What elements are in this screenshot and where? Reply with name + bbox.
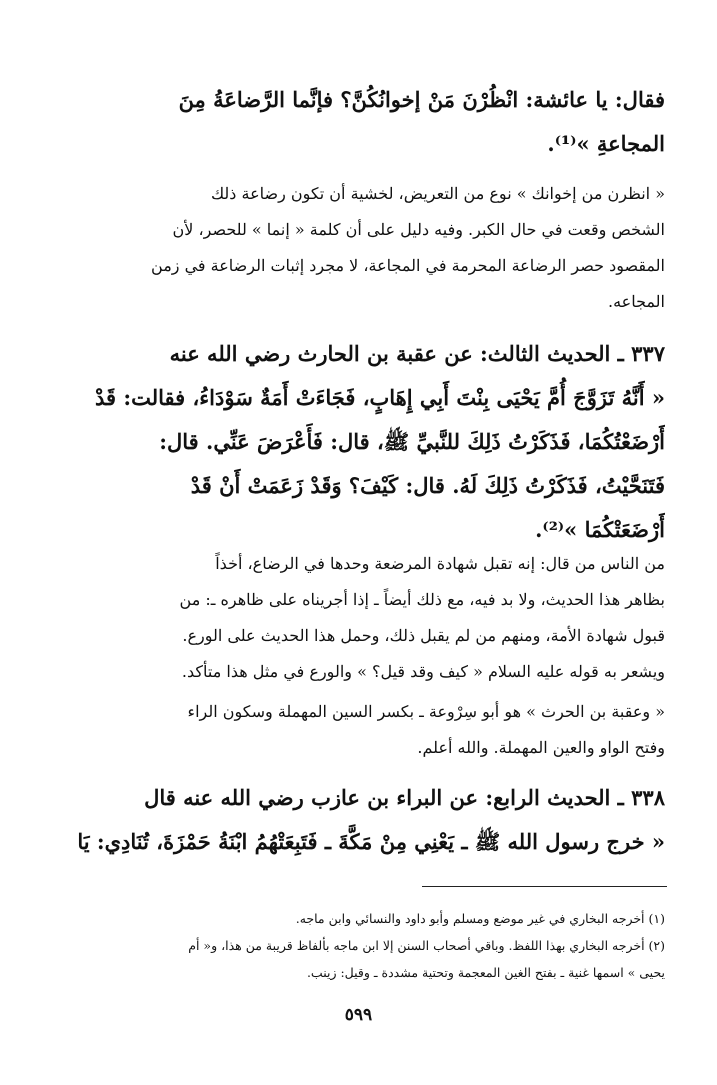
footnotes [62,905,665,986]
text-line: بظاهر هذا الحديث، ولا بد فيه، مع ذلك أيضاً ـ إذا أجريناه على ظاهره ـ: من [179,590,665,609]
text-line: « انظرن من إخوانك » نوع من التعريض، لخشية أن تكون رضاعة ذلك [210,184,665,203]
text-line: فقال: يا عائشة: انْظُرْنَ مَنْ إخوانُكُنَّ؟ فإنَّما الرَّضاعَةُ مِنَ [178,87,665,112]
text-line: « خرج رسول الله ﷺ ـ يَعْنِي مِنْ مَكَّةَ ـ فَتَبِعَتْهُمُ ابْنَةُ حَمْزَةَ، تُنَادِي: يَا [77,829,665,854]
page-number: ٥٩٩ [344,1005,373,1025]
footnote-divider [422,886,667,887]
text-line: ٣٣٨ ـ الحديث الرابع: عن البراء بن عازب رضي الله عنه قال [144,785,665,810]
text-line: وفتح الواو والعين المهملة. والله أعلم. [417,738,665,757]
commentary-paragraph [62,546,665,690]
hadith-continuation-paragraph [62,78,665,166]
text-line: « وعقبة بن الحرث » هو أبو سِرْوعة ـ بكسر السين المهملة وسكون الراء [187,702,665,721]
text-line: المجاعةِ »⁽¹⁾. [547,131,665,156]
footnote-line: يحيى » اسمها غنية ـ بفتح الغين المعجمة وتحتية مشددة ـ وقيل: زينب. [306,965,665,980]
text-line: أَرْضَعْتُكُمَا، فَذَكَرْتُ ذَلِكَ للنَّبيِّ ﷺ، قال: فَأَعْرَضَ عَنِّي. قال: [159,429,665,454]
text-line: « أَنَّهُ تَزَوَّجَ أُمَّ يَحْيَى بِنْتَ أَبِي إِهَابٍ، فَجَاءَتْ أَمَةٌ سَوْدَاءُ، فقالت: قَدْ [95,385,665,410]
hadith-338-paragraph [62,776,665,864]
text-line: أَرْضَعَتْكُمَا »⁽²⁾. [535,517,665,542]
text-line: المقصود حصر الرضاعة المحرمة في المجاعة، لا مجرد إثبات الرضاعة في زمن [151,256,665,275]
text-line: قبول شهادة الأمة، ومنهم من لم يقبل ذلك، وحمل هذا الحديث على الورع. [182,626,665,645]
commentary-paragraph [62,694,665,766]
text-line: الشخص وقعت في حال الكبر. وفيه دليل على أن كلمة « إنما » للحصر، لأن [172,220,665,239]
footnote-line: (٢) أخرجه البخاري بهذا اللفظ. وباقي أصحاب السنن إلا ابن ماجه بألفاظ قريبة من هذا، و« أم [188,938,665,953]
text-line: ويشعر به قوله عليه السلام « كيف وقد قيل؟ » والورع في مثل هذا متأكد. [181,662,665,681]
text-line: ٣٣٧ ـ الحديث الثالث: عن عقبة بن الحارث رضي الله عنه [169,341,665,366]
footnote-line: (١) أخرجه البخاري في غير موضع ومسلم وأبو داود والنسائي وابن ماجه. [295,911,665,926]
text-line: المجاعه. [608,292,665,311]
text-line: من الناس من قال: إنه تقبل شهادة المرضعة وحدها في الرضاع، أخذاً [215,554,665,573]
text-line: فَتَنَحَّيْتُ، فَذَكَرْتُ ذَلِكَ لَهُ. قال: كَيْفَ؟ وَقَدْ زَعَمَتْ أَنْ قَدْ [190,473,665,498]
commentary-paragraph [62,176,665,320]
hadith-337-paragraph [62,332,665,552]
